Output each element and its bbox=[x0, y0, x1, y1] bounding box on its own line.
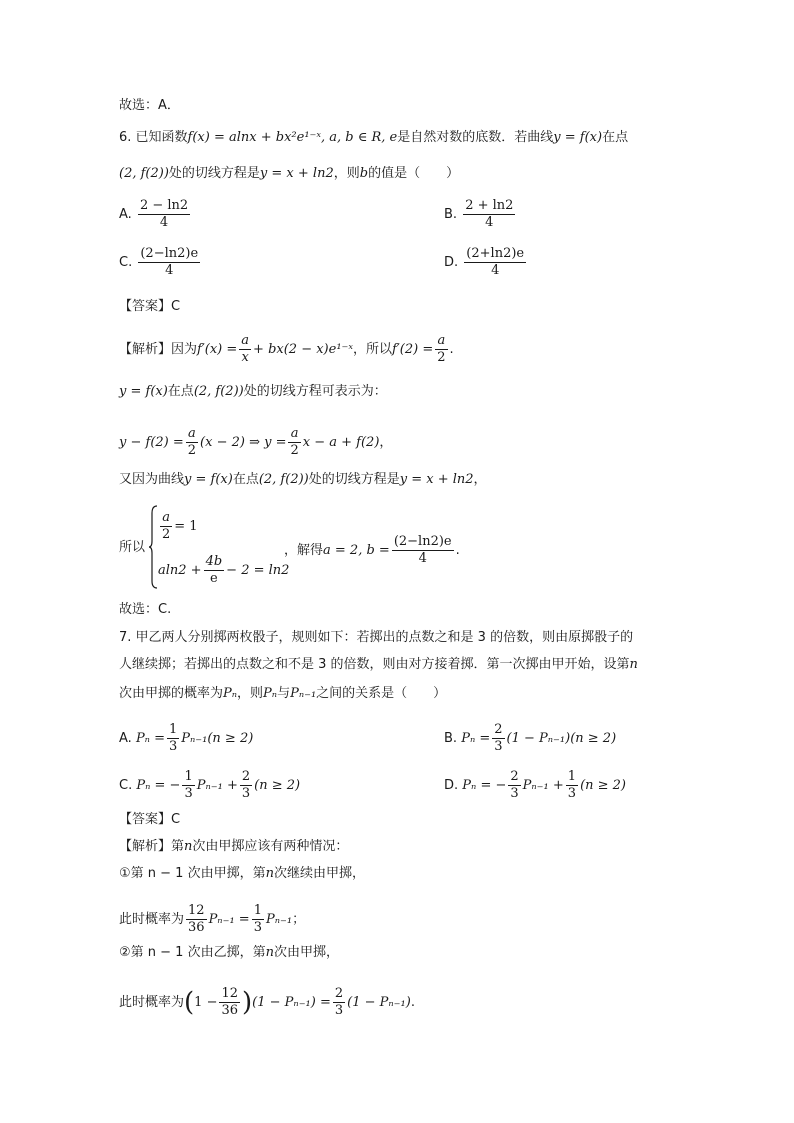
system-equation-1 bbox=[158, 510, 198, 543]
text: 【解析】第 bbox=[119, 839, 185, 854]
denominator: 3 bbox=[494, 739, 503, 754]
math: = 1 bbox=[174, 519, 198, 534]
fraction bbox=[204, 554, 225, 587]
numerator: 12 bbox=[221, 986, 239, 1001]
option-label: B. bbox=[444, 207, 458, 222]
denominator: 3 bbox=[168, 739, 178, 754]
fraction bbox=[239, 333, 251, 366]
fraction bbox=[508, 769, 520, 802]
math: n bbox=[629, 657, 638, 672]
math: (n ≥ 2) bbox=[254, 778, 301, 793]
answer-6 bbox=[119, 297, 180, 317]
fraction bbox=[435, 333, 447, 366]
numerator: (2+ln2)e bbox=[466, 246, 525, 261]
math: Pₙ = bbox=[461, 731, 491, 746]
math-fx: f(x) = alnx + bx²e¹⁻ˣ, a, b ∈ R, e bbox=[187, 130, 398, 145]
math: aln2 + bbox=[158, 563, 202, 578]
math: Pₙ₋₁(n ≥ 2) bbox=[181, 731, 254, 746]
math: (n ≥ 2) bbox=[580, 778, 627, 793]
text: ②第 n − 1 次由乙掷，第 bbox=[119, 945, 266, 960]
math: + bx(2 − x)e¹⁻ˣ bbox=[253, 342, 354, 357]
numerator: 1 bbox=[184, 769, 193, 784]
math: f′(x) = bbox=[197, 342, 238, 357]
text: 处的切线方程是 bbox=[308, 472, 400, 487]
denominator: 36 bbox=[188, 920, 205, 935]
denominator: 3 bbox=[567, 786, 577, 801]
denominator: x bbox=[241, 350, 249, 365]
numerator: a bbox=[435, 333, 447, 350]
text: 在点 bbox=[167, 384, 194, 399]
math: Pₙ bbox=[223, 686, 238, 701]
denominator: 2 bbox=[162, 527, 171, 542]
fraction bbox=[138, 246, 200, 279]
denominator: 2 bbox=[290, 443, 299, 458]
solution-7-line-2 bbox=[119, 864, 365, 884]
math: y = f(x) bbox=[184, 472, 233, 487]
text: 在点 bbox=[602, 130, 629, 145]
text: ，则 bbox=[333, 166, 360, 181]
fraction bbox=[566, 769, 578, 802]
answer-label: 【答案】C bbox=[119, 299, 181, 314]
fraction bbox=[186, 426, 198, 459]
fraction bbox=[333, 986, 345, 1019]
denominator: 2 bbox=[187, 443, 197, 458]
text: 7. 甲乙两人分别掷两枚骰子，规则如下：若掷出的点数之和是 3 的倍数，则由原掷骰子的 bbox=[119, 630, 634, 645]
math: (1 − Pₙ₋₁) = bbox=[252, 995, 331, 1010]
fraction bbox=[186, 903, 207, 936]
denominator: e bbox=[210, 571, 218, 586]
left-paren: ( bbox=[184, 987, 195, 1018]
text: 在点 bbox=[232, 472, 259, 487]
denominator: 2 bbox=[437, 350, 446, 365]
text: 又因为曲线 bbox=[119, 472, 185, 487]
question-7-line-3 bbox=[119, 684, 446, 704]
math: − 2 = ln2 bbox=[226, 563, 290, 578]
text: 处的切线方程是 bbox=[168, 166, 260, 181]
math: (1 − Pₙ₋₁)(n ≥ 2) bbox=[506, 731, 617, 746]
text: ，则 bbox=[237, 686, 264, 701]
denominator: 3 bbox=[334, 1003, 344, 1018]
text: 处的切线方程可表示为： bbox=[243, 384, 387, 399]
numerator: 1 bbox=[168, 722, 178, 737]
denominator: 3 bbox=[510, 786, 519, 801]
solution-6-line-3 bbox=[119, 426, 392, 459]
option-label: C. bbox=[119, 778, 133, 793]
q7-option-c bbox=[119, 769, 300, 802]
numerator: 2 bbox=[510, 769, 519, 784]
fraction bbox=[167, 722, 179, 755]
fraction bbox=[182, 769, 194, 802]
math: Pₙ₋₁ = bbox=[208, 912, 250, 927]
question-7-line-2 bbox=[119, 655, 638, 675]
text: 此时概率为 bbox=[119, 912, 185, 927]
fraction bbox=[492, 722, 504, 755]
text: . bbox=[410, 995, 415, 1010]
numerator: (2−ln2)e bbox=[140, 246, 199, 261]
system-result bbox=[284, 534, 460, 567]
denominator: 3 bbox=[184, 786, 193, 801]
solution-7-line-3 bbox=[119, 903, 305, 936]
numerator: 1 bbox=[253, 903, 262, 918]
text: 次由甲掷， bbox=[273, 945, 339, 960]
math: x − a + f(2) bbox=[302, 435, 380, 450]
solution-7-line-5 bbox=[119, 986, 415, 1019]
system-label bbox=[119, 538, 145, 558]
denominator: 4 bbox=[485, 215, 494, 230]
text: 6. 已知函数 bbox=[119, 130, 188, 145]
text: ①第 n − 1 次由甲掷，第 bbox=[119, 866, 266, 881]
question-6-line-1 bbox=[119, 128, 628, 148]
option-label: A. bbox=[119, 731, 132, 746]
denominator: 3 bbox=[253, 920, 262, 935]
numerator: 2 bbox=[334, 986, 344, 1001]
option-a bbox=[119, 198, 192, 231]
numerator: 12 bbox=[188, 903, 205, 918]
answer-7 bbox=[119, 810, 180, 830]
denominator: 4 bbox=[491, 263, 500, 278]
math: y = f(x) bbox=[553, 130, 603, 145]
math: (x − 2) ⇒ y = bbox=[200, 435, 287, 450]
math: n bbox=[184, 839, 193, 854]
answer-line-a bbox=[119, 96, 180, 116]
fraction bbox=[240, 769, 252, 802]
fraction bbox=[219, 986, 240, 1019]
text: 与 bbox=[277, 686, 291, 701]
math: n bbox=[265, 866, 274, 881]
math: y = x + ln2 bbox=[259, 166, 334, 181]
numerator: 1 bbox=[567, 769, 577, 784]
text: 所以 bbox=[119, 540, 146, 555]
math: Pₙ = − bbox=[136, 778, 181, 793]
solution-6-line-2 bbox=[119, 382, 387, 402]
left-brace-icon bbox=[148, 505, 158, 589]
option-c bbox=[119, 246, 202, 279]
math: (1 − Pₙ₋₁) bbox=[347, 995, 411, 1010]
numerator: a bbox=[288, 426, 300, 443]
text: 故选：C. bbox=[119, 602, 172, 617]
numerator: 2 bbox=[241, 769, 251, 784]
numerator: 2 − ln2 bbox=[139, 198, 189, 213]
numerator: 4b bbox=[205, 554, 223, 569]
solution-6-line-1 bbox=[119, 333, 454, 366]
math: Pₙ₋₁ + bbox=[522, 778, 564, 793]
fraction bbox=[138, 198, 190, 231]
text: ， bbox=[473, 472, 487, 487]
denominator: 36 bbox=[221, 1003, 239, 1018]
text: . bbox=[449, 342, 454, 357]
q7-option-a bbox=[119, 722, 253, 755]
math: f′(2) = bbox=[392, 342, 434, 357]
text: 人继续掷；若掷出的点数之和不是 3 的倍数，则由对方接着掷．第一次掷由甲开始，设第 bbox=[119, 657, 630, 672]
option-label: A. bbox=[119, 207, 132, 222]
right-paren: ) bbox=[242, 987, 253, 1018]
fraction bbox=[463, 198, 515, 231]
text: 次由甲掷应该有两种情况： bbox=[192, 839, 349, 854]
text: ，解得 bbox=[284, 543, 324, 558]
fraction bbox=[464, 246, 526, 279]
math: Pₙ₋₁ bbox=[265, 912, 293, 927]
text: 此时概率为 bbox=[119, 995, 185, 1010]
fraction bbox=[392, 534, 454, 567]
text: 次继续由甲掷， bbox=[273, 866, 365, 881]
option-label: D. bbox=[444, 255, 459, 270]
text: 的值是（ ） bbox=[368, 166, 460, 181]
text: ，所以 bbox=[353, 342, 393, 357]
numerator: 2 bbox=[494, 722, 503, 737]
text: ； bbox=[292, 912, 306, 927]
denominator: 3 bbox=[241, 786, 251, 801]
math: y − f(2) = bbox=[119, 435, 184, 450]
answer-line-c bbox=[119, 600, 171, 620]
denominator: 4 bbox=[159, 215, 169, 230]
option-label: B. bbox=[444, 731, 458, 746]
text: . bbox=[455, 543, 460, 558]
option-label: C. bbox=[119, 255, 133, 270]
numerator: a bbox=[160, 510, 172, 527]
math: Pₙ₋₁ bbox=[290, 686, 317, 701]
math: (2, f(2)) bbox=[119, 166, 169, 181]
text: 之间的关系是（ ） bbox=[316, 686, 447, 701]
numerator: (2−ln2)e bbox=[393, 534, 452, 549]
text: 次由甲掷的概率为 bbox=[119, 686, 224, 701]
option-b bbox=[444, 198, 517, 231]
math: Pₙ₋₁ + bbox=[196, 778, 238, 793]
math: y = f(x) bbox=[119, 384, 168, 399]
text: 【解析】因为 bbox=[119, 342, 198, 357]
question-6-line-2 bbox=[119, 164, 459, 184]
math: Pₙ bbox=[263, 686, 278, 701]
denominator: 4 bbox=[418, 551, 427, 566]
fraction bbox=[160, 510, 172, 543]
numerator: 2 + ln2 bbox=[465, 198, 514, 213]
math: y = x + ln2 bbox=[399, 472, 474, 487]
answer-label: 【答案】C bbox=[119, 812, 181, 827]
q7-option-d bbox=[444, 769, 626, 802]
question-7-line-1 bbox=[119, 628, 633, 648]
q7-option-b bbox=[444, 722, 616, 755]
fraction bbox=[252, 903, 264, 936]
denominator: 4 bbox=[165, 263, 174, 278]
text: 是自然对数的底数．若曲线 bbox=[397, 130, 554, 145]
solution-7-line-4 bbox=[119, 943, 339, 963]
math: 1 − bbox=[194, 995, 218, 1010]
text: 故选：A． bbox=[119, 98, 180, 113]
math: n bbox=[265, 945, 274, 960]
fraction bbox=[288, 426, 300, 459]
math: Pₙ = − bbox=[462, 778, 507, 793]
numerator: a bbox=[241, 333, 250, 348]
numerator: a bbox=[186, 426, 198, 443]
text: ， bbox=[379, 435, 393, 450]
option-d bbox=[444, 246, 528, 279]
math: (2, f(2)) bbox=[258, 472, 309, 487]
option-label: D. bbox=[444, 778, 459, 793]
solution-7-line-1 bbox=[119, 837, 348, 857]
math: Pₙ = bbox=[135, 731, 165, 746]
math: (2, f(2)) bbox=[193, 384, 244, 399]
solution-6-line-4 bbox=[119, 470, 487, 490]
math: a = 2, b = bbox=[323, 543, 390, 558]
math: b bbox=[359, 166, 369, 181]
system-equation-2 bbox=[158, 554, 289, 587]
